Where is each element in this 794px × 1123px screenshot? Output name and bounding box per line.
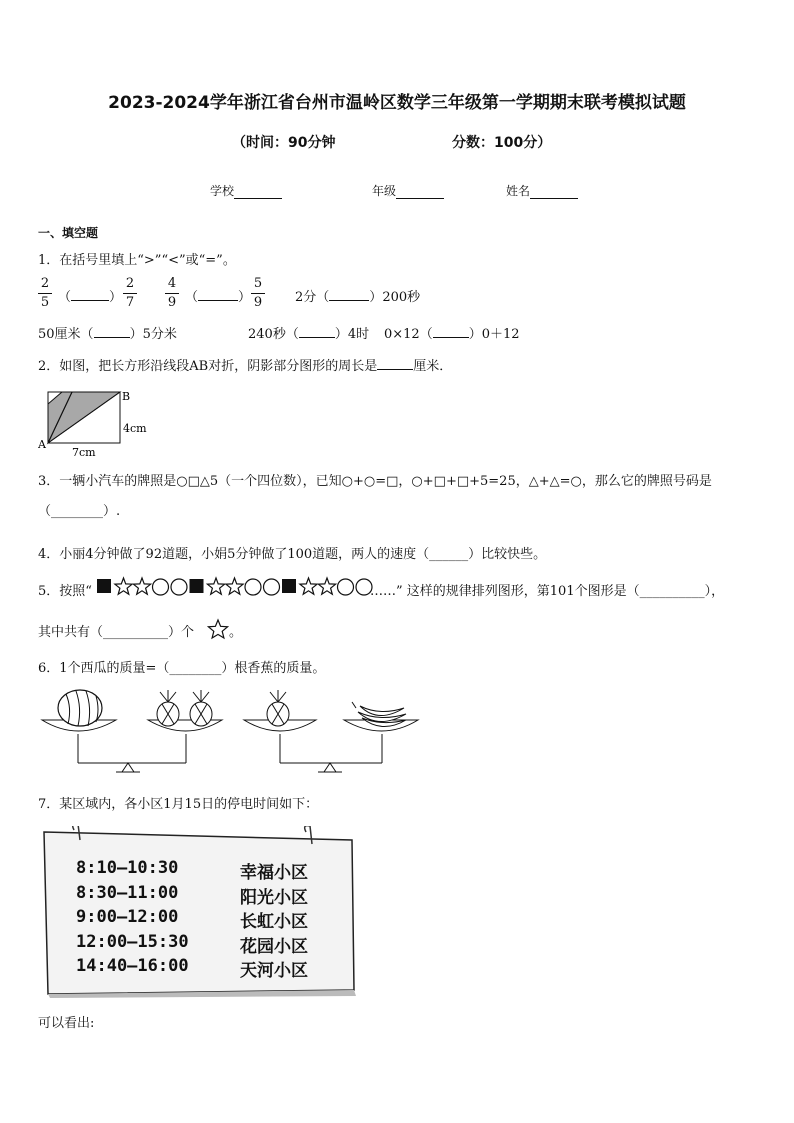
label-height: 4cm	[123, 422, 147, 435]
blank-6[interactable]: （ ）	[419, 327, 482, 342]
outage-community: 天河小区	[240, 961, 308, 981]
blank-q2[interactable]	[377, 357, 413, 370]
compare-0x12-0plus12: 0×12（ ）0＋12	[384, 327, 520, 342]
question-7-followup: 可以看出:	[38, 1016, 95, 1031]
exam-score: 分数：100分）	[452, 135, 552, 151]
question-1-text: 1．在括号里填上“>”“<”或“=”。	[38, 253, 236, 268]
name-field[interactable]: 姓名	[506, 182, 578, 199]
outage-time: 8:10—10:30	[76, 858, 179, 878]
compare-2min-200s: 2分（ ）200秒	[295, 290, 421, 305]
filled-square-icon	[282, 579, 296, 593]
compare-240s-4h: 240秒（ ）4时	[248, 327, 370, 342]
outage-community: 阳光小区	[240, 887, 308, 908]
banana-icon	[360, 706, 404, 716]
outage-time: 12:00—15:30	[76, 931, 189, 952]
compare-50cm-5dm: 50厘米（ ）5分米	[38, 327, 177, 342]
outage-community: 幸福小区	[240, 863, 308, 883]
outage-community: 花园小区	[240, 936, 308, 957]
blank-2[interactable]: （ ）	[185, 290, 252, 305]
question-5-end: 。	[229, 625, 243, 640]
fraction-4-9: $\frac{4}{9}$	[165, 275, 179, 312]
shape-pattern	[94, 576, 374, 598]
grade-field[interactable]: 年级	[372, 182, 444, 199]
circle-icon	[153, 579, 169, 595]
blank-1[interactable]: （ ）	[58, 290, 123, 305]
outage-time: 14:40—16:00	[76, 956, 189, 976]
watermelon-icon	[58, 690, 102, 726]
blank-5[interactable]: （ ）	[285, 327, 348, 342]
question-3-text: 3．一辆小汽车的牌照是○□△5（一个四位数），已知○+○=□，○+□+□+5=25，△+△=○，那么它的牌照号码是	[38, 474, 712, 489]
outage-time: 9:00—12:00	[76, 907, 179, 927]
circle-icon	[338, 579, 354, 595]
label-a: A	[38, 438, 46, 451]
fraction-2-5: $\frac{2}{5}$	[38, 275, 52, 312]
star-icon	[226, 578, 243, 594]
circle-icon	[264, 579, 280, 595]
label-b: B	[122, 390, 131, 403]
question-3-answer[interactable]: （________）.	[38, 504, 121, 519]
fraction-2-7: $\frac{2}{7}$	[123, 275, 137, 312]
outage-time: 8:30—11:00	[76, 882, 179, 903]
question-4-text: 4．小丽4分钟做了92道题，小娟5分钟做了100道题，两人的速度（______）比较快些。	[38, 547, 547, 562]
blank-3[interactable]: （ ）	[316, 290, 383, 305]
folded-rectangle-figure	[38, 386, 158, 458]
question-5-text: ……” 这样的规律排列图形，第101个图形是（__________），	[370, 584, 725, 599]
question-5-line2: 其中共有（__________）个	[38, 625, 195, 640]
balance-scales-figure	[38, 684, 428, 776]
outage-community: 长虹小区	[240, 912, 308, 932]
circle-icon	[171, 579, 187, 595]
exam-time: （时间：90分钟	[232, 135, 336, 151]
star-icon	[300, 578, 317, 594]
section-heading: 一、填空题	[38, 226, 99, 240]
scale-right	[244, 690, 418, 772]
filled-square-icon	[190, 579, 204, 593]
filled-square-icon	[97, 579, 111, 593]
page-title: 2023-2024学年浙江省台州市温岭区数学三年级第一学期期末联考模拟试题	[108, 93, 686, 113]
question-7-text: 7．某区域内，各小区1月15日的停电时间如下：	[38, 797, 319, 812]
star-icon	[207, 578, 224, 594]
scale-left	[42, 690, 222, 772]
star-icon	[115, 578, 132, 594]
circle-icon	[245, 579, 261, 595]
star-icon	[133, 578, 150, 594]
school-field[interactable]: 学校	[210, 182, 282, 199]
question-6-text: 6．1个西瓜的质量=（________）根香蕉的质量。	[38, 661, 326, 676]
fraction-5-9: $\frac{5}{9}$	[251, 275, 265, 312]
star-icon	[318, 578, 335, 594]
blank-4[interactable]: （ ）	[80, 327, 143, 342]
label-width: 7cm	[72, 446, 96, 458]
star-icon	[207, 618, 229, 640]
question-2-text: 2．如图，把长方形沿线段AB对折，阴影部分图形的周长是 厘米．	[38, 359, 453, 374]
question-5-prefix: 5．按照“	[38, 584, 92, 599]
